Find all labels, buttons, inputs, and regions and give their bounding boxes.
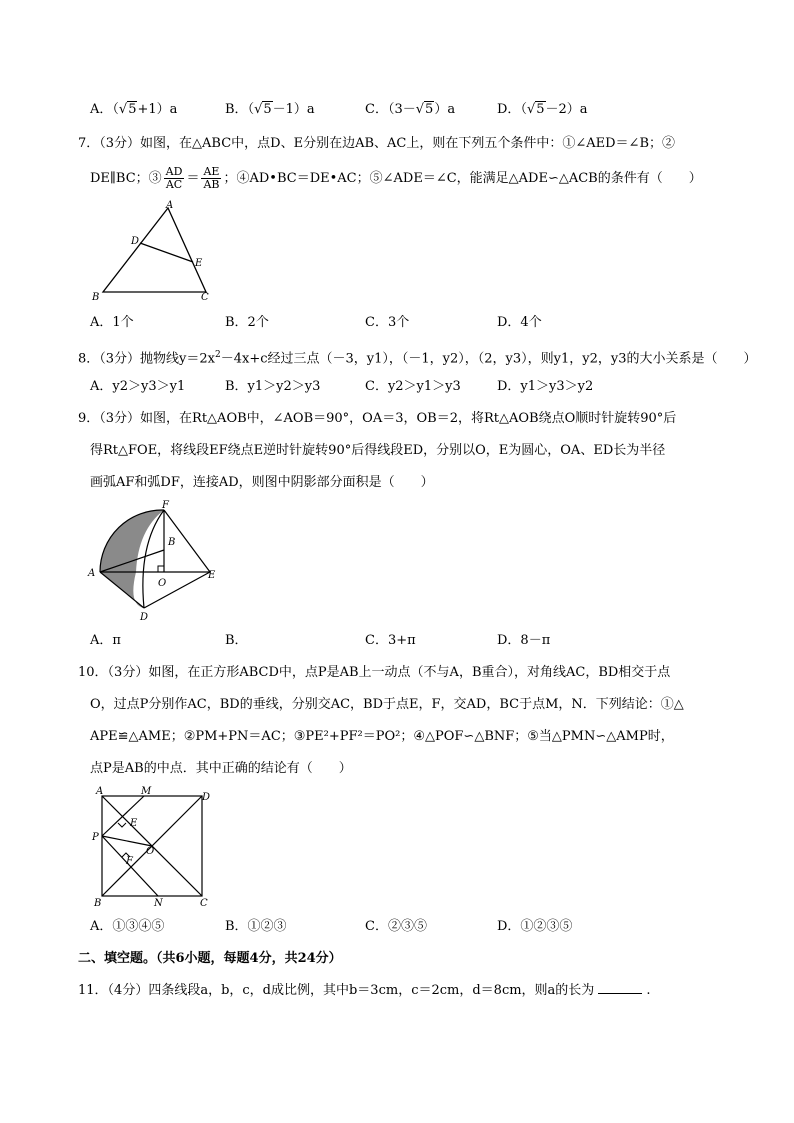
q7-stem-line1: 7．（3分）如图，在△ABC中，点D、E分别在边AB、AC上，则在下列五个条件中：①∠AED＝∠B；② <box>78 136 675 151</box>
q8-stem: 8．（3分）抛物线$y=2x^2-4x+c$经过三点（－3，y1），（－1，y2），（2，y3），则y1，y2，y3的大小关系是（ ） <box>78 350 757 367</box>
label-C: C <box>200 898 208 909</box>
q7-option-d: D．4个 <box>497 315 542 330</box>
label-D: D <box>202 792 211 803</box>
label-A: A <box>96 786 104 797</box>
q7-option-c: C．3个 <box>365 315 410 330</box>
label-A: A <box>88 568 96 579</box>
q6-option-b: B．（√5－1）a <box>225 102 315 117</box>
label-E: E <box>130 818 138 829</box>
label-B: B <box>94 898 102 909</box>
q9-option-c: C．3+π <box>365 633 416 648</box>
q10-stem-line4: 点P是AB的中点．其中正确的结论有（ ） <box>90 761 352 776</box>
label-O: O <box>158 578 167 589</box>
q6-option-c: C．（3－√5）a <box>365 102 456 117</box>
label-M: M <box>141 786 152 797</box>
section-heading-fill-in: 二、填空题。（共6小题，每题4分，共24分） <box>78 951 342 966</box>
q9-stem-line2: 得Rt△FOE，将线段EF绕点E逆时针旋转90°后得线段ED，分别以O，E为圆心，OA、ED长为半径 <box>90 443 666 458</box>
q8-option-b: B．y1＞y2＞y3 <box>225 379 321 394</box>
q8-option-a: A．y2＞y3＞y1 <box>90 379 186 394</box>
q10-square-figure <box>88 788 218 913</box>
label-A: A <box>166 200 174 211</box>
q7-triangle-figure <box>88 200 218 310</box>
label-N: N <box>154 898 163 909</box>
q11-stem: 11．（4分）四条线段a，b，c，d成比例，其中b＝3cm，c＝2cm，d＝8cm，则a的长为 . <box>78 983 651 998</box>
q11-answer-blank[interactable] <box>598 981 642 994</box>
q9-option-d: D．8－π <box>497 633 551 648</box>
q10-option-a: A．①③④⑤ <box>90 919 165 934</box>
q10-stem-line3: APE≌△AME；②PM+PN＝AC；③PE²+PF²＝PO²；④△POF∽△BNF；⑤当△PMN∽△AMP时， <box>90 729 674 744</box>
q9-stem-line1: 9．（3分）如图，在Rt△AOB中，∠AOB＝90°，OA＝3，OB＝2，将Rt△AOB绕点O顺时针旋转90°后 <box>78 411 677 426</box>
q7-option-a: A．1个 <box>90 315 134 330</box>
q10-option-d: D．①②③⑤ <box>497 919 573 934</box>
q10-stem-line1: 10．（3分）如图，在正方形ABCD中，点P是AB上一动点（不与A，B重合），对角线AC，BD相交于点 <box>78 665 671 680</box>
q9-option-b: B． <box>225 633 248 648</box>
q8-option-c: C．y2＞y1＞y3 <box>365 379 461 394</box>
label-D: D <box>131 236 140 247</box>
q6-option-d: D．（√5－2）a <box>497 102 588 117</box>
label-E: E <box>208 570 216 581</box>
q6-option-a: A．（√5+1）a <box>90 102 178 117</box>
q7-fraction-2: $\frac{AE}{AB}$ <box>203 165 220 191</box>
q9-stem-line3: 画弧AF和弧DF，连接AD，则图中阴影部分面积是（ ） <box>90 475 434 490</box>
q10-option-b: B．①②③ <box>225 919 287 934</box>
label-C: C <box>201 292 209 303</box>
q9-option-a: A．π <box>90 633 121 648</box>
q9-figure <box>88 500 228 625</box>
label-E: E <box>195 258 203 269</box>
label-F: F <box>162 500 169 511</box>
q10-option-c: C．②③⑤ <box>365 919 427 934</box>
q7-fraction-1: $\frac{AD}{AC}$ <box>165 165 183 191</box>
label-B: B <box>168 537 176 548</box>
q8-option-d: D．y1＞y3＞y2 <box>497 379 594 394</box>
label-F: F <box>126 856 133 867</box>
q7-stem-line2: DE∥BC；③ $\frac{AD}{AC}$ ＝ $\frac{AE}{AB}$ ；④AD•BC＝DE•AC；⑤∠ADE＝∠C，能满足△ADE∽△ACB的条件有（ ） <box>90 165 702 191</box>
label-O: O <box>146 846 155 857</box>
label-B: B <box>92 292 100 303</box>
q7-option-b: B．2个 <box>225 315 269 330</box>
label-P: P <box>92 832 99 843</box>
label-D: D <box>140 612 149 623</box>
q10-stem-line2: O，过点P分别作AC，BD的垂线，分别交AC，BD于点E，F，交AD，BC于点M，N．下列结论：①△ <box>90 697 684 712</box>
